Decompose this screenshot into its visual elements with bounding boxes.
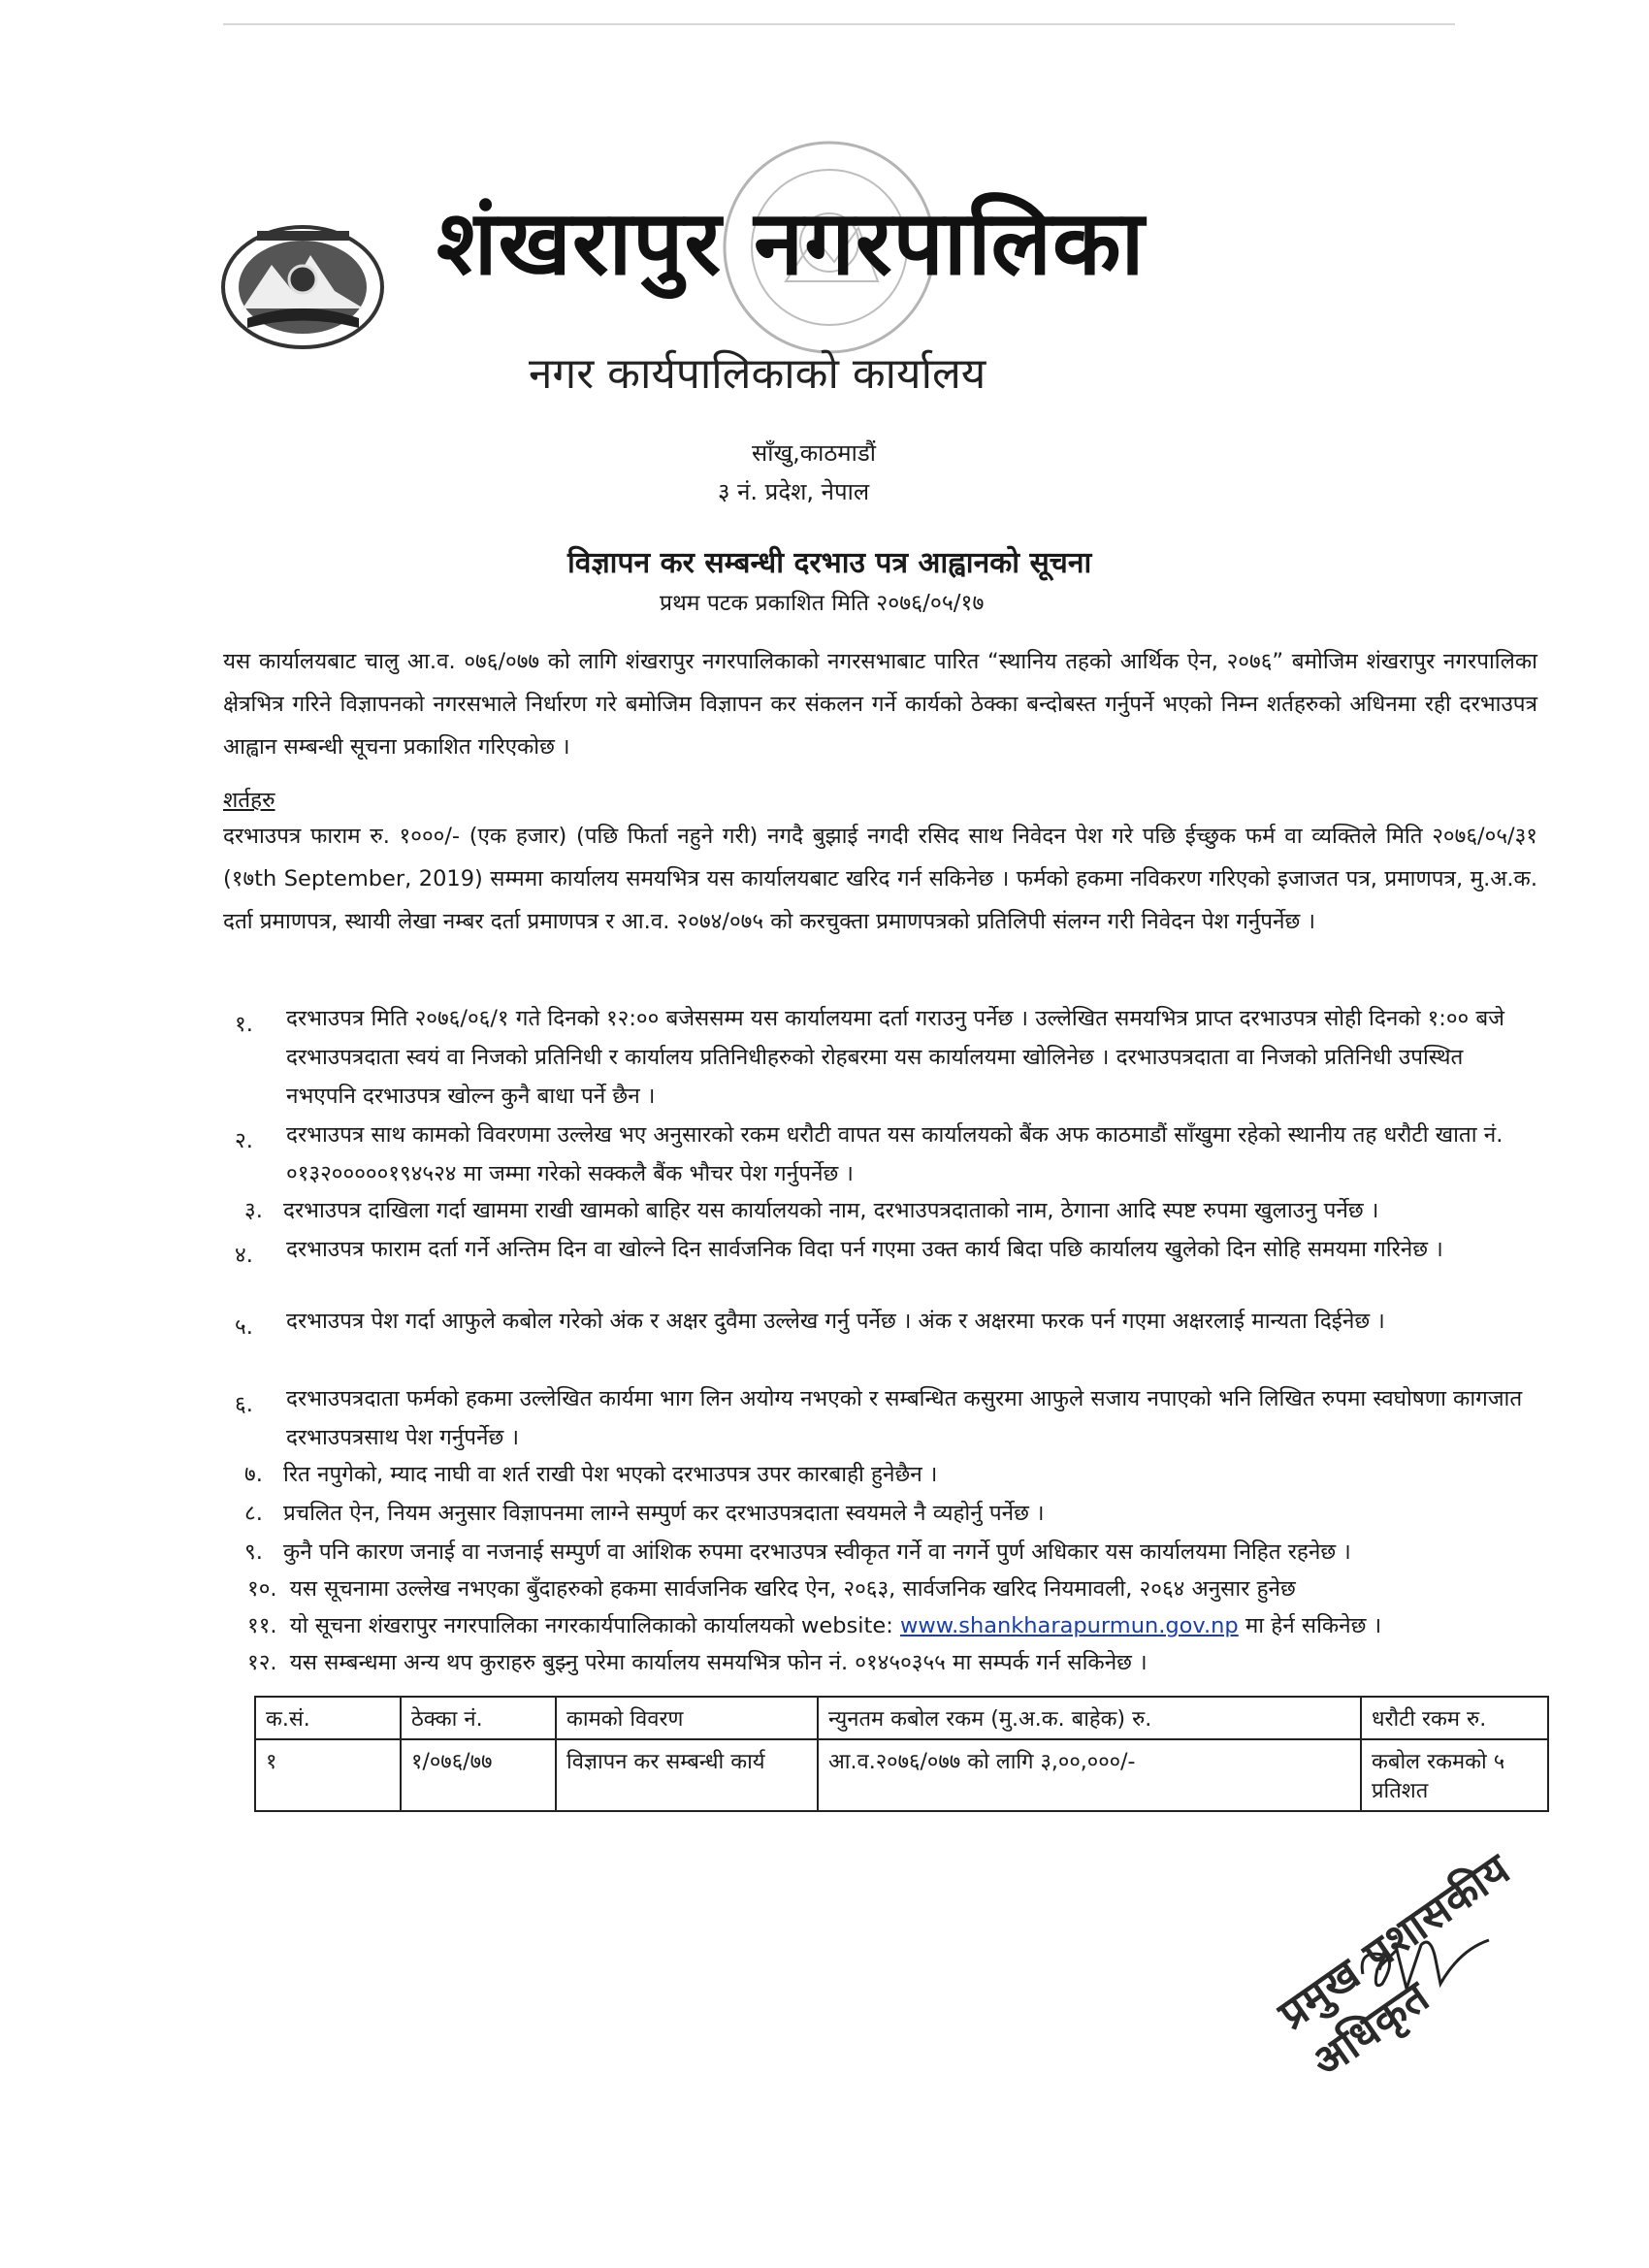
header-serial: क.सं.: [255, 1697, 401, 1739]
condition-item-8: ८. प्रचलित ऐन, नियम अनुसार विज्ञापनमा लाग्ने सम्पुर्ण कर दरभाउपत्रदाता स्वयमले नै व्यहोर्नु पर्नेछ ।: [244, 1501, 1045, 1526]
header-min-bid: न्युनतम कबोल रकम (मु.अ.क. बाहेक) रु.: [818, 1697, 1361, 1739]
header-deposit: धरौटी रकम रु.: [1361, 1697, 1548, 1739]
condition-item-11: ११. यो सूचना शंखरापुर नगरपालिका नगरकार्यपालिकाको कार्यालयको website: www.shankharapurmun.gov.np मा हेर्न सकिनेछ ।: [247, 1613, 1382, 1638]
website-link[interactable]: www.shankharapurmun.gov.np: [899, 1613, 1239, 1638]
condition-item-7: ७. रित नपुगेको, म्याद नाघी वा शर्त राखी पेश भएको दरभाउपत्र उपर कारबाही हुनेछैन ।: [244, 1462, 938, 1487]
condition-item-5: ५. दरभाउपत्र पेश गर्दा आफुले कबोल गरेको अंक र अक्षर दुवैमा उल्लेख गर्नु पर्नेछ । अंक र अक्षरमा फरक पर्न गएमा अक्षरलाई मान्यता दिईनेछ ।: [235, 1309, 1385, 1340]
published-date: प्रथम पटक प्रकाशित मिति २०७६/०५/१७: [660, 591, 985, 616]
condition-item-12: १२. यस सम्बन्धमा अन्य थप कुराहरु बुझ्नु परेमा कार्यालय समयभित्र फोन नं. ०१४५०३५५ मा सम्पर्क गर्न सकिनेछ ।: [247, 1650, 1148, 1675]
municipality-emblem-icon: [218, 221, 388, 352]
table-header-row: [255, 1697, 1548, 1739]
notice-title: विज्ञापन कर सम्बन्धी दरभाउ पत्र आह्वानको सूचना: [567, 546, 1092, 580]
address-line-2: ३ नं. प्रदेश, नेपाल: [718, 478, 870, 505]
table-row: [255, 1739, 1548, 1811]
cell-description: विज्ञापन कर सम्बन्धी कार्य: [556, 1739, 818, 1811]
notice-intro-paragraph: यस कार्यालयबाट चालु आ.व. ०७६/०७७ को लागि शंखरापुर नगरपालिकाको नगरसभाबाट पारित “स्थानिय तहको आर्थिक ऐन, २०७६” बमोजिम शंखरापुर नगरपालिका क्षेत्रभित्र गरिने विज्ञापनको नगरसभाले निर्धारण गरे बमोजिम विज्ञापन कर संकलन गर्ने कार्यको ठेक्का बन्दोबस्त गर्नुपर्ने भएको निम्न शर्तहरुको अधिनमा रही दरभाउपत्र आह्वान सम्बन्धी सूचना प्रकाशित गरिएकोछ ।: [223, 649, 1537, 760]
condition-item-3: ३. दरभाउपत्र दाखिला गर्दा खाममा राखी खामको बाहिर यस कार्यालयको नाम, दरभाउपत्रदाताको नाम, ठेगाना आदि स्पष्ट रुपमा खुलाउनु पर्नेछ ।: [244, 1198, 1379, 1223]
header-description: कामको विवरण: [556, 1697, 818, 1739]
cell-deposit: कबोल रकमको ५ प्रतिशत: [1361, 1739, 1548, 1811]
cell-serial: १: [255, 1739, 401, 1811]
chief-officer-stamp: प्रमुख प्रशासकीय अधिकृत: [1270, 1844, 1520, 2088]
page-top-edge: [223, 23, 1455, 25]
municipality-title: शंखरापुर नगरपालिका: [436, 191, 1146, 295]
conditions-paragraph: दरभाउपत्र फाराम रु. १०००/- (एक हजार) (पछि फिर्ता नहुने गरी) नगदै बुझाई नगदी रसिद साथ निवेदन पेश गरे पछि ईच्छुक फर्म वा व्यक्तिले मिति २०७६/०५/३१ (१७th September, 2019) सम्ममा कार्यालय समयभित्र यस कार्यालयबाट खरिद गर्न सकिनेछ । फर्मको हकमा नविकरण गरिएको इजाजत पत्र, प्रमाणपत्र, मु.अ.क. दर्ता प्रमाणपत्र, स्थायी लेखा नम्बर दर्ता प्रमाणपत्र र आ.व. २०७४/०७५ को करचुक्ता प्रमाणपत्रको प्रतिलिपी संलग्न गरी निवेदन पेश गर्नुपर्नेछ ।: [223, 824, 1537, 934]
condition-item-6: ६. दरभाउपत्रदाता फर्मको हकमा उल्लेखित कार्यमा भाग लिन अयोग्य नभएको र सम्बन्धित कसुरमा आफुले सजाय नपाएको भनि लिखित रुपमा स्वघोषणा कागजात दरभाउपत्रसाथ पेश गर्नुपर्नेछ ।: [235, 1386, 1523, 1450]
condition-item-4: ४. दरभाउपत्र फाराम दर्ता गर्ने अन्तिम दिन वा खोल्ने दिन सार्वजनिक विदा पर्न गएमा उक्त कार्य बिदा पछि कार्यालय खुलेको दिन सोहि समयमा गरिनेछ ।: [235, 1237, 1443, 1268]
cell-contract-no: १/०७६/७७: [401, 1739, 556, 1811]
header-contract-no: ठेक्का नं.: [401, 1697, 556, 1739]
condition-item-2: २. दरभाउपत्र साथ कामको विवरणमा उल्लेख भए अनुसारको रकम धरौटी वापत यस कार्यालयको बैंक अफ काठमाडौं साँखुमा रहेको स्थानीय तह धरौटी खाता नं. ०१३२०००००१९४५२४ मा जम्मा गरेको सक्कलै बैंक भौचर पेश गर्नुपर्नेछ ।: [235, 1122, 1504, 1186]
cell-min-bid: आ.व.२०७६/०७७ को लागि ३,००,०००/-: [818, 1739, 1361, 1811]
office-subtitle: नगर कार्यपालिकाको कार्यालय: [529, 349, 986, 399]
tender-table: [254, 1696, 1549, 1812]
address-line-1: साँखु,काठमाडौं: [752, 439, 876, 467]
condition-item-1: १. दरभाउपत्र मिति २०७६/०६/१ गते दिनको १२:०० बजेससम्म यस कार्यालयमा दर्ता गराउनु पर्नेछ । उल्लेखित समयभित्र प्राप्त दरभाउपत्र सोही दिनको १:०० बजे दरभाउपत्रदाता स्वयं वा निजको प्रतिनिधी र कार्यालय प्रतिनिधीहरुको रोहबरमा यस कार्यालयमा खोलिनेछ । दरभाउपत्रदाता वा निजको प्रतिनिधी उपस्थित नभएपनि दरभाउपत्र खोल्न कुनै बाधा पर्ने छैन ।: [235, 1006, 1504, 1109]
conditions-heading: शर्तहरु: [223, 788, 275, 813]
condition-item-9: ९. कुनै पनि कारण जनाई वा नजनाई सम्पुर्ण वा आंशिक रुपमा दरभाउपत्र स्वीकृत गर्ने वा नगर्ने पुर्ण अधिकार यस कार्यालयमा निहित रहनेछ ।: [244, 1539, 1351, 1565]
condition-item-10: १०. यस सूचनामा उल्लेख नभएका बुँदाहरुको हकमा सार्वजनिक खरिद ऐन, २०६३, सार्वजनिक खरिद नियमावली, २०६४ अनुसार हुनेछ: [247, 1576, 1296, 1602]
